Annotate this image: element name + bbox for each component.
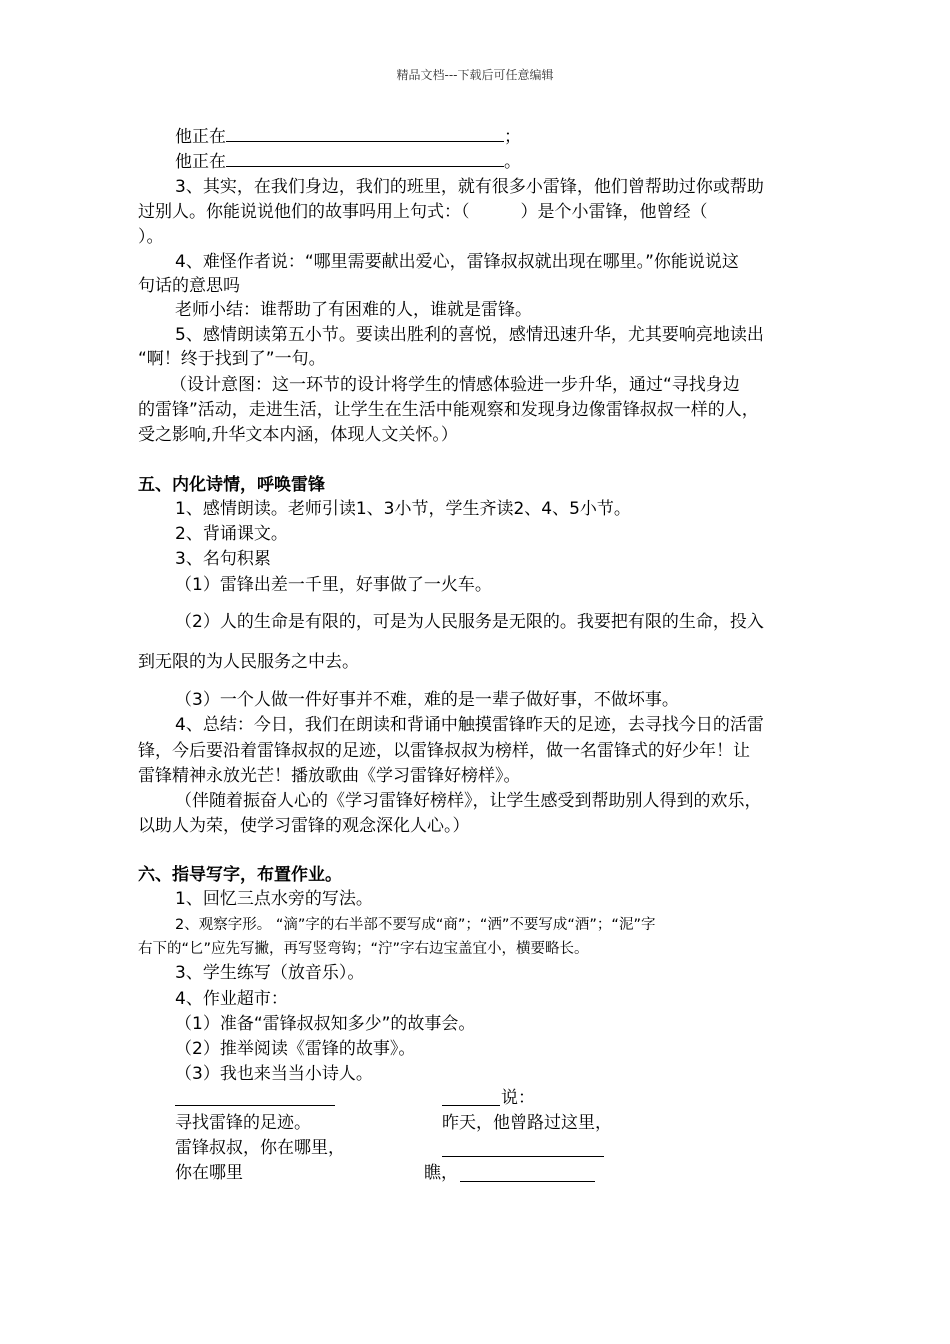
text-line: （3）我也来当当小诗人。 (175, 1064, 373, 1084)
text-line: （3）一个人做一件好事并不难，难的是一辈子做好事，不做坏事。 (175, 690, 679, 710)
text-line: 1、感情朗读。老师引读1、3小节，学生齐读2、4、5小节。 (175, 499, 631, 519)
text-line: 雷锋精神永放光芒！播放歌曲《学习雷锋好榜样》。 (138, 766, 521, 786)
text-line: 到无限的为人民服务之中去。 (138, 652, 359, 672)
text-line: 他正在 ； (175, 127, 521, 147)
poem-line: 说： (501, 1088, 535, 1108)
text-line: 4、难怪作者说：“哪里需要献出爱心，雷锋叔叔就出现在哪里。”你能说说这 (175, 252, 739, 272)
text-line: 的雷锋”活动，走进生活，让学生在生活中能观察和发现身边像雷锋叔叔一样的人， (138, 400, 759, 420)
section-heading: 五、内化诗情，呼唤雷锋 (138, 475, 325, 495)
text-line: （2）推举阅读《雷锋的故事》。 (175, 1039, 416, 1059)
blank-line (442, 1105, 500, 1106)
blank-line (175, 1105, 335, 1106)
section-heading: 六、指导写字，布置作业。 (138, 865, 342, 885)
text-line: 3、名句积累 (175, 549, 271, 569)
text-line: 右下的“匕”应先写撇，再写竖弯钩；“泞”字右边宝盖宜小，横要略长。 (138, 941, 589, 957)
text-line: “啊！终于找到了”一句。 (138, 349, 326, 369)
text-line: 2、观察字形。 “滴”字的右半部不要写成“商”；“洒”不要写成“酒”；“泥”字 (175, 917, 656, 933)
poem-line: 雷锋叔叔，你在哪里， (175, 1138, 345, 1158)
text-line: 老师小结：谁帮助了有困难的人，谁就是雷锋。 (175, 300, 532, 320)
poem-line: 你在哪里 (175, 1163, 243, 1183)
text-line: （2）人的生命是有限的，可是为人民服务是无限的。我要把有限的生命，投入 (175, 612, 764, 632)
poem-line: 昨天，他曾路过这里， (442, 1113, 612, 1133)
text-line: （伴随着振奋人心的《学习雷锋好榜样》，让学生感受到帮助别人得到的欢乐， (175, 791, 762, 811)
blank-line (460, 1181, 595, 1182)
text-line: 他正在 。 (175, 152, 521, 172)
poem-line: 寻找雷锋的足迹。 (175, 1113, 311, 1133)
page-header: 精品文档---下载后可任意编辑 (396, 68, 554, 82)
text-line: 5、感情朗读第五小节。要读出胜利的喜悦，感情迅速升华，尤其要响亮地读出 (175, 325, 764, 345)
text-line: 1、回忆三点水旁的写法。 (175, 889, 373, 909)
blank-line (442, 1156, 604, 1157)
text-line: 4、作业超市： (175, 989, 288, 1009)
text-line: ）。 (138, 227, 164, 247)
text-line: 受之影响,升华文本内涵，体现人文关怀。） (138, 425, 458, 445)
text-line: （1）雷锋出差一千里，好事做了一火车。 (175, 575, 492, 595)
text-line: 句话的意思吗 (138, 276, 240, 296)
text-line: （设计意图：这一环节的设计将学生的情感体验进一步升华，通过“寻找身边 (170, 375, 740, 395)
text-line: 3、学生练写（放音乐）。 (175, 963, 365, 983)
text-line: 过别人。你能说说他们的故事吗用上句式：（ ）是个小雷锋，他曾经（ (138, 202, 708, 222)
text-line: 3、其实，在我们身边，我们的班里，就有很多小雷锋，他们曾帮助过你或帮助 (175, 177, 764, 197)
text-line: 4、总结：今日，我们在朗读和背诵中触摸雷锋昨天的足迹，去寻找今日的活雷 (175, 715, 764, 735)
text-line: 2、背诵课文。 (175, 524, 288, 544)
text-line: （1）准备“雷锋叔叔知多少”的故事会。 (175, 1014, 476, 1034)
poem-line: 瞧， (424, 1163, 458, 1183)
text-line: 锋，今后要沿着雷锋叔叔的足迹，以雷锋叔叔为榜样，做一名雷锋式的好少年！让 (138, 741, 750, 761)
text-line: 以助人为荣，使学习雷锋的观念深化人心。） (138, 816, 470, 836)
